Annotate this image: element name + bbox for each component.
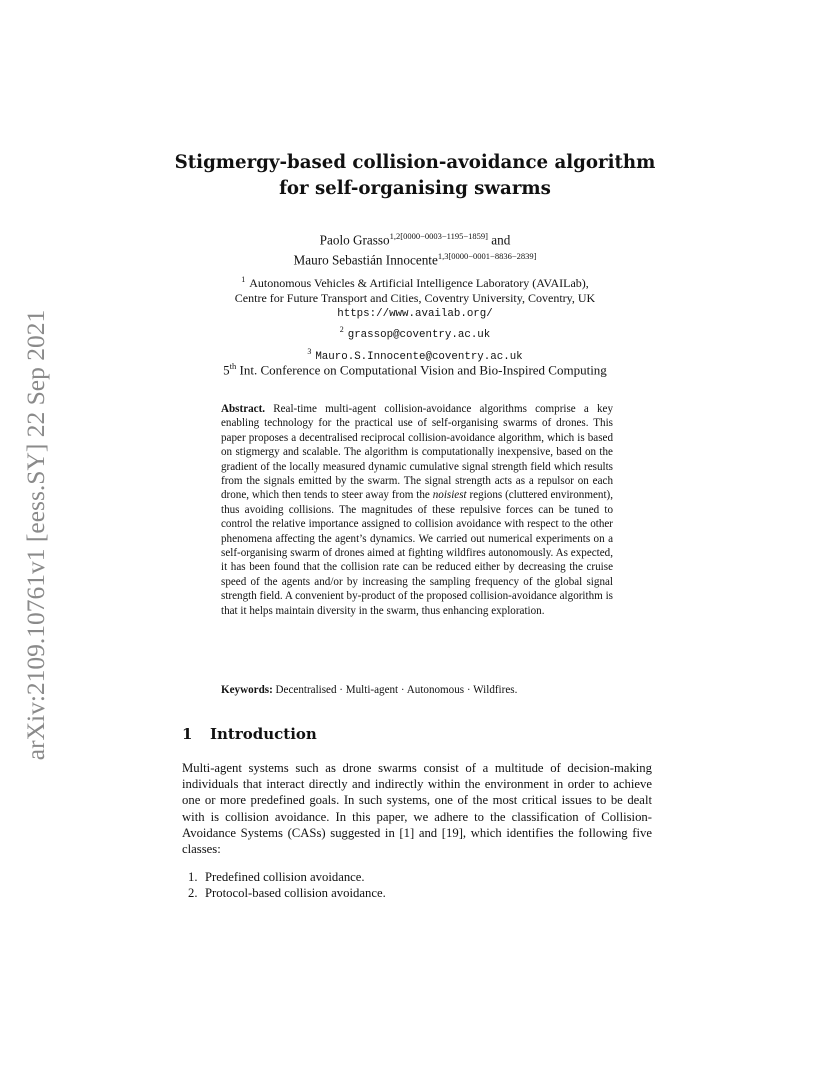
affiliation-line-1 xyxy=(190,272,640,291)
affiliation-email-line-2 xyxy=(190,322,640,343)
author-affiliation-orcid: 1,2[0000−0003−1195−1859] xyxy=(389,231,488,241)
keywords xyxy=(221,684,613,696)
author-separator: and xyxy=(487,232,511,248)
conference-ordinal-suffix: th xyxy=(229,361,237,371)
list-marker: 1. xyxy=(188,870,198,884)
affiliation-marker: 3 xyxy=(307,346,312,356)
keywords-text: Decentralised · Multi-agent · Autonomous · Wildfires. xyxy=(272,684,518,696)
body-paragraph: Multi-agent systems such as drone swarms consist of a multitude of decision-making individuals that interact directly and indirectly within the environment in order to achieve one or more predefined goals. In such systems, one of the most critical issues to be dealt with is collision avoidance. In this paper, we adhere to the classification of Collision-Avoidance Systems (CASs) suggested in [1] and [19], which identifies the following five classes: xyxy=(182,761,652,857)
affiliations xyxy=(190,272,640,365)
affiliation-line-2: Centre for Future Transport and Cities, Coventry University, Coventry, UK xyxy=(234,291,596,306)
email-link[interactable]: grassop@coventry.ac.uk xyxy=(347,329,491,342)
email-link[interactable]: Mauro.S.Innocente@coventry.ac.uk xyxy=(315,350,523,363)
list-item xyxy=(188,885,386,901)
affiliation-url[interactable]: https://www.availab.org/ xyxy=(337,307,493,320)
keywords-label: Keywords: xyxy=(221,684,273,696)
list-item-text: Predefined collision avoidance. xyxy=(205,870,365,884)
author-name: Mauro Sebastián Innocente xyxy=(293,252,438,268)
section-number: 1 xyxy=(182,725,193,743)
paper-title xyxy=(160,150,670,202)
abstract-label: Abstract. xyxy=(221,403,266,415)
paper-title-line-2: for self-organising swarms xyxy=(279,178,551,199)
list-marker: 2. xyxy=(188,886,198,901)
list-item-text: Protocol-based collision avoidance. xyxy=(205,886,386,901)
arxiv-identifier-text: arXiv:2109.10761v1 [eess.SY] 22 Sep 2021 xyxy=(21,309,50,761)
author-line-1 xyxy=(200,228,630,248)
author-line-2 xyxy=(200,248,630,268)
abstract xyxy=(221,402,613,618)
affiliation-marker: 2 xyxy=(339,325,344,335)
conference-name: Int. Conference on Computational Vision and Bio-Inspired Computing xyxy=(236,362,607,378)
paper-title-line-1: Stigmergy-based collision-avoidance algorithm xyxy=(174,152,656,173)
conference-ordinal: 5 xyxy=(223,362,230,378)
section-heading xyxy=(182,725,317,743)
affiliation-lab: Autonomous Vehicles & Artificial Intelligence Laboratory (AVAILab), xyxy=(249,276,589,290)
abstract-text: Real-time multi-agent collision-avoidance algorithms comprise a key enabling technology for the practical use of self-organising swarms of drones. This paper proposes a decentralised reciprocal collision-avoidance algorithm, which is based on stigmergy and scalable. The algorithm is computationally inexpensive, based on the gradient of the locally measured dynamic cumulative signal strength field which results from the signals emitted by the swarm. The signal strength acts as a repulsor on each drone, which then tends to steer away from the xyxy=(221,403,613,502)
author-name: Paolo Grasso xyxy=(319,232,390,248)
cas-class-list xyxy=(188,869,386,901)
arxiv-identifier-stamp xyxy=(16,290,56,780)
author-affiliation-orcid: 1,3[0000−0001−8836−2839] xyxy=(437,251,537,262)
abstract-text: regions (cluttered environment), thus avoiding collisions. The magnitudes of these repulsive forces can be tuned to control the relative importance assigned to collision avoidance with respect to the other phenomena affecting the agent’s dynamics. We carried out numerical experiments on a self-organising swarm of drones aimed at fighting wildfires autonomously. As expected, it has been found that the collision rate can be reduced either by decreasing the cruise speed of the agents and/or by increasing the sampling frequency of the global signal strength field. A convenient by-product of the proposed collision-avoidance algorithm is that it helps maintain diversity in the swarm, thus enhancing exploration. xyxy=(221,489,613,617)
author-list xyxy=(200,228,630,269)
affiliation-marker: 1 xyxy=(241,275,246,284)
section-title: Introduction xyxy=(210,725,317,743)
list-item xyxy=(188,869,386,885)
abstract-emphasis: noisiest xyxy=(432,489,467,502)
conference-line xyxy=(180,361,650,378)
